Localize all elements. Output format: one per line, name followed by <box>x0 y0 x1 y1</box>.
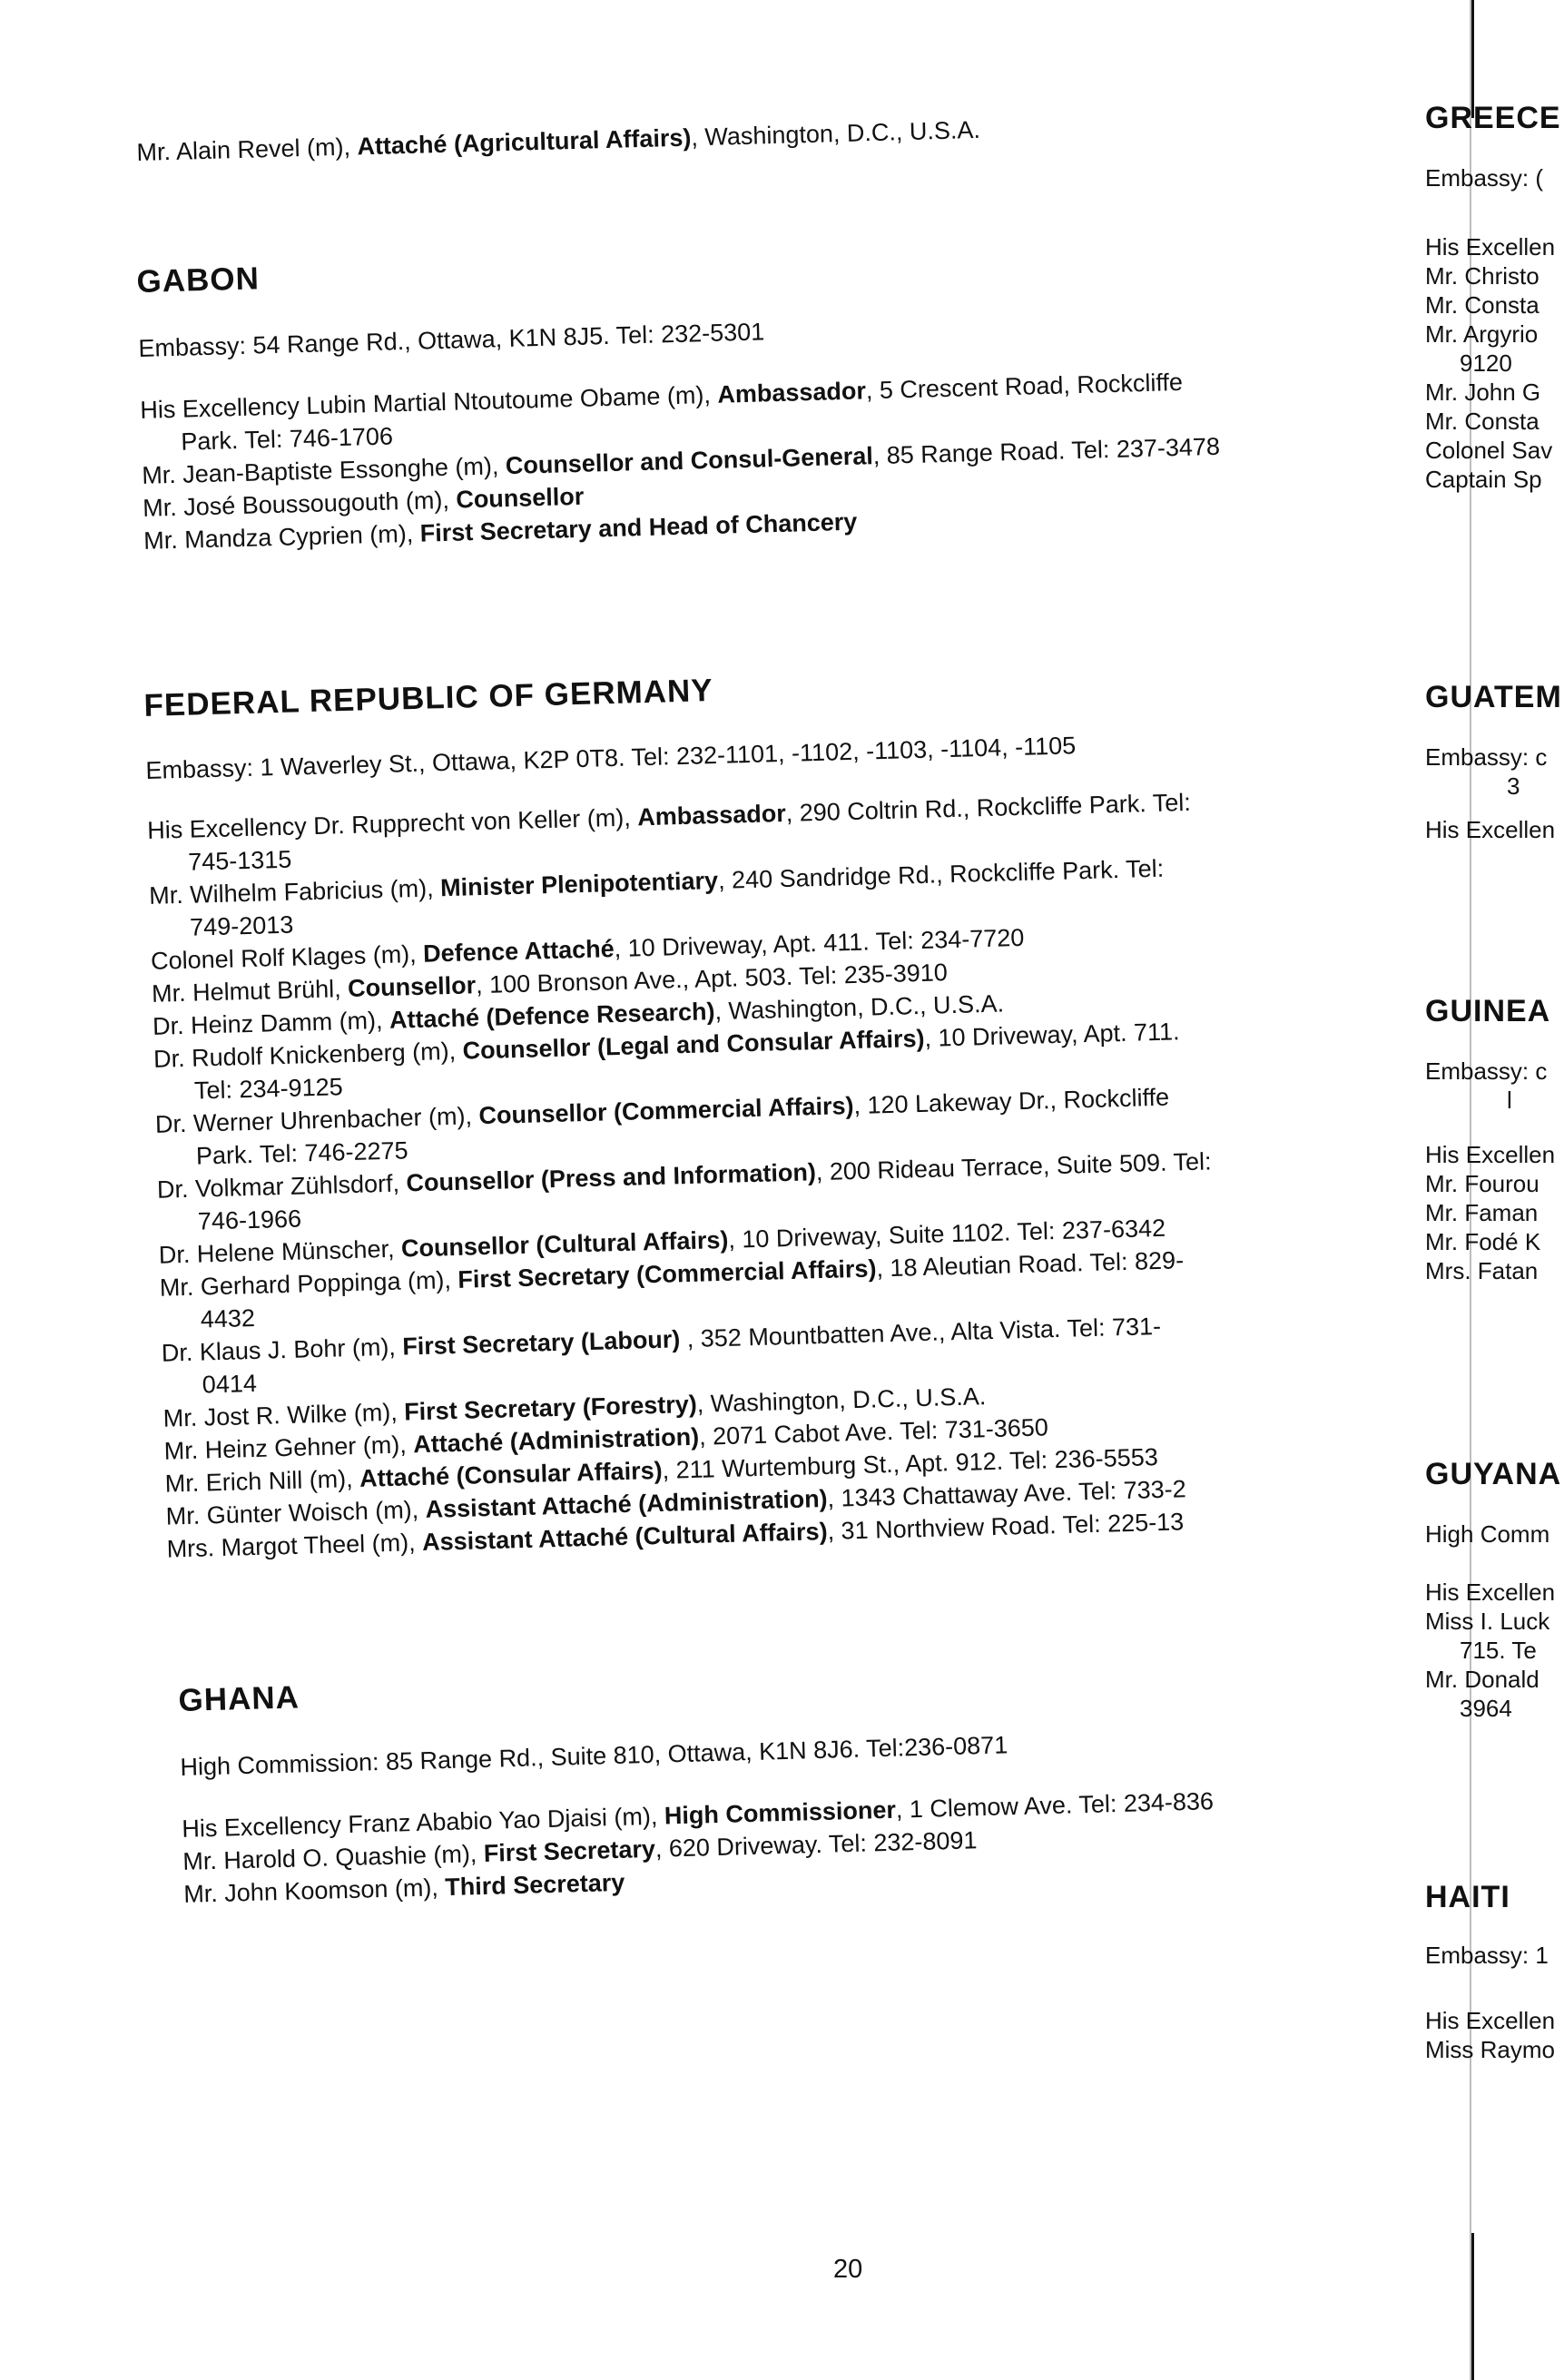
entry-continuation: 745-1315 <box>187 845 292 876</box>
entry-ghana-third-secretary: Mr. John Koomson (m), Third Secretary <box>182 1868 625 1908</box>
entry-line: 715. Te <box>1460 1637 1537 1664</box>
section-guinea <box>1425 993 1555 1285</box>
entry-germany-first-sec-commercial: Mr. Gerhard Poppinga (m), First Secretary (Commercial Affairs), 18 Aleutian Road. Tel: 829- <box>159 1246 1185 1302</box>
embassy-line: l <box>1507 1087 1512 1114</box>
page-number: 20 <box>833 2255 863 2284</box>
country-heading-greece: GREECE <box>1425 101 1561 135</box>
embassy-line: Embassy: 1 <box>1425 1942 1549 1969</box>
entry-line: Mr. Consta <box>1425 408 1539 435</box>
embassy-address-gabon: Embassy: 54 Range Rd., Ottawa, K1N 8J5. Tel: 232-5301 <box>138 318 765 362</box>
entry-germany-press: Dr. Volkmar Zühlsdorf, Counsellor (Press and Information), 200 Rideau Terrace, Suite 509. Tel: <box>156 1147 1212 1204</box>
entry-gabon-first-secretary: Mr. Mandza Cyprien (m), First Secretary and Head of Chancery <box>143 507 858 555</box>
entry-germany-defence-research: Dr. Heinz Damm (m), Attaché (Defence Research), Washington, D.C., U.S.A. <box>152 989 1005 1040</box>
entry-gabon-ambassador: His Excellency Lubin Martial Ntoutoume Obame (m), Ambassador, 5 Crescent Road, Rockcliffe <box>139 368 1184 424</box>
embassy-line: High Comm <box>1425 1520 1550 1548</box>
embassy-line: Embassy: c <box>1425 1057 1548 1085</box>
entry-germany-defence-attache: Colonel Rolf Klages (m), Defence Attaché, 10 Driveway, Apt. 411. Tel: 234-7720 <box>150 923 1025 975</box>
entry-title: Attaché (Agricultural Affairs) <box>357 123 692 161</box>
section-greece <box>1425 100 1561 494</box>
entry-germany-administration: Mr. Heinz Gehner (m), Attaché (Administration), 2071 Cabot Ave. Tel: 731-3650 <box>163 1413 1049 1465</box>
entry-line: Mrs. Fatan <box>1425 1257 1539 1284</box>
entry-germany-ambassador: His Excellency Dr. Rupprecht von Keller (m), Ambassador, 290 Coltrin Rd., Rockcliffe Park. Tel: <box>146 788 1192 844</box>
country-heading-germany: FEDERAL REPUBLIC OF GERMANY <box>143 673 714 723</box>
entry-continuation: Tel: 234-9125 <box>193 1073 344 1105</box>
entry-continuation: 4432 <box>200 1303 256 1333</box>
section-germany <box>143 653 1456 1566</box>
entry-line: Miss I. Luck <box>1425 1608 1550 1635</box>
entry-germany-labour: Dr. Klaus J. Bohr (m), First Secretary (Labour) , 352 Mountbatten Ave., Alta Vista. Tel: 731- <box>161 1312 1162 1367</box>
embassy-line: 3 <box>1507 772 1520 800</box>
entry-line: His Excellen <box>1425 233 1556 261</box>
entry-line: Mr. John G <box>1425 379 1541 406</box>
section-guatemala <box>1425 679 1562 844</box>
entry-line: His Excellen <box>1425 2007 1556 2034</box>
entry-line: Colonel Sav <box>1425 437 1553 464</box>
embassy-line: Embassy: ( <box>1425 164 1544 192</box>
entry-ghana-first-secretary: Mr. Harold O. Quashie (m), First Secretary, 620 Driveway. Tel: 232-8091 <box>182 1826 978 1875</box>
entry-line: Mr. Faman <box>1425 1199 1539 1226</box>
country-heading-gabon: GABON <box>136 261 261 300</box>
embassy-line: Embassy: c <box>1425 743 1548 771</box>
entry-line: Miss Raymo <box>1425 2036 1556 2063</box>
entry-germany-asst-administration: Mr. Günter Woisch (m), Assistant Attaché (Administration), 1343 Chattaway Ave. Tel: 733-2 <box>165 1475 1187 1530</box>
entry-ghana-high-commissioner: His Excellency Franz Ababio Yao Djaisi (m), High Commissioner, 1 Clemow Ave. Tel: 234-836 <box>181 1787 1215 1843</box>
section-guyana <box>1425 1456 1561 1723</box>
right-column-cutoff <box>1425 0 1564 2380</box>
country-heading-guyana: GUYANA <box>1425 1457 1562 1491</box>
entry-germany-commercial: Dr. Werner Uhrenbacher (m), Counsellor (Commercial Affairs), 120 Lakeway Dr., Rockcliffe <box>154 1083 1170 1138</box>
entry-germany-legal-consular: Dr. Rudolf Knickenberg (m), Counsellor (Legal and Consular Affairs), 10 Driveway, Apt. 711. <box>152 1018 1180 1073</box>
entry-germany-forestry: Mr. Jost R. Wilke (m), First Secretary (Forestry), Washington, D.C., U.S.A. <box>162 1382 987 1432</box>
entry-alain-revel <box>136 102 1425 169</box>
entry-line: His Excellen <box>1425 1578 1556 1606</box>
entry-line: 3964 <box>1460 1695 1512 1722</box>
embassy-address-germany: Embassy: 1 Waverley St., Ottawa, K2P 0T8. Tel: 232-1101, -1102, -1103, -1104, -1105 <box>145 732 1077 784</box>
entry-line: Mr. Fodé K <box>1425 1228 1541 1255</box>
entry-line: Mr. Argyrio <box>1425 320 1539 348</box>
entry-germany-consular: Mr. Erich Nill (m), Attaché (Consular Affairs), 211 Wurtemburg St., Apt. 912. Tel: 236-5553 <box>164 1443 1159 1498</box>
entry-germany-asst-cultural: Mrs. Margot Theel (m), Assistant Attaché (Cultural Affairs), 31 Northview Road. Tel: 225-13 <box>166 1508 1185 1563</box>
country-heading-guatemala: GUATEM <box>1425 680 1562 714</box>
embassy-address-ghana: High Commission: 85 Range Rd., Suite 810, Ottawa, K1N 8J6. Tel:236-0871 <box>180 1731 1008 1781</box>
entry-germany-cultural: Dr. Helene Münscher, Counsellor (Cultural Affairs), 10 Driveway, Suite 1102. Tel: 237-6342 <box>158 1214 1166 1269</box>
entry-continuation: Park. Tel: 746-1706 <box>180 422 394 456</box>
section-haiti <box>1425 1879 1555 2064</box>
entry-germany-minister: Mr. Wilhelm Fabricius (m), Minister Plenipotentiary, 240 Sandridge Rd., Rockcliffe Park. Tel: <box>148 854 1165 910</box>
intro-section <box>136 102 1425 169</box>
country-heading-ghana: GHANA <box>178 1679 300 1718</box>
entry-line: His Excellen <box>1425 1141 1556 1168</box>
entry-continuation: 0414 <box>202 1369 258 1399</box>
entry-gabon-counsellor-consul: Mr. Jean-Baptiste Essonghe (m), Counsellor and Consul-General, 85 Range Road. Tel: 237-3478 <box>141 432 1221 489</box>
entry-line: Mr. Christo <box>1425 262 1539 290</box>
section-gabon <box>136 229 1432 557</box>
country-heading-guinea: GUINEA <box>1425 994 1551 1028</box>
entry-gabon-counsellor: Mr. José Boussougouth (m), Counsellor <box>142 482 585 522</box>
entry-line: Mr. Consta <box>1425 291 1539 319</box>
section-ghana <box>178 1647 1472 1911</box>
entry-line: 9120 <box>1460 349 1512 377</box>
entry-line: His Excellen <box>1425 816 1556 843</box>
entry-continuation: 746-1966 <box>197 1205 302 1235</box>
entry-line: Mr. Donald <box>1425 1666 1539 1693</box>
entry-line: Mr. Fourou <box>1425 1170 1539 1197</box>
entry-address: , Washington, D.C., U.S.A. <box>690 115 981 152</box>
entry-name: Mr. Alain Revel (m), <box>136 133 358 166</box>
country-heading-haiti: HAITI <box>1425 1880 1510 1914</box>
entry-germany-counsellor: Mr. Helmut Brühl, Counsellor, 100 Bronson Ave., Apt. 503. Tel: 235-3910 <box>151 959 949 1008</box>
entry-line: Captain Sp <box>1425 466 1542 493</box>
entry-continuation: Park. Tel: 746-2275 <box>195 1136 408 1170</box>
entry-continuation: 749-2013 <box>189 910 294 941</box>
